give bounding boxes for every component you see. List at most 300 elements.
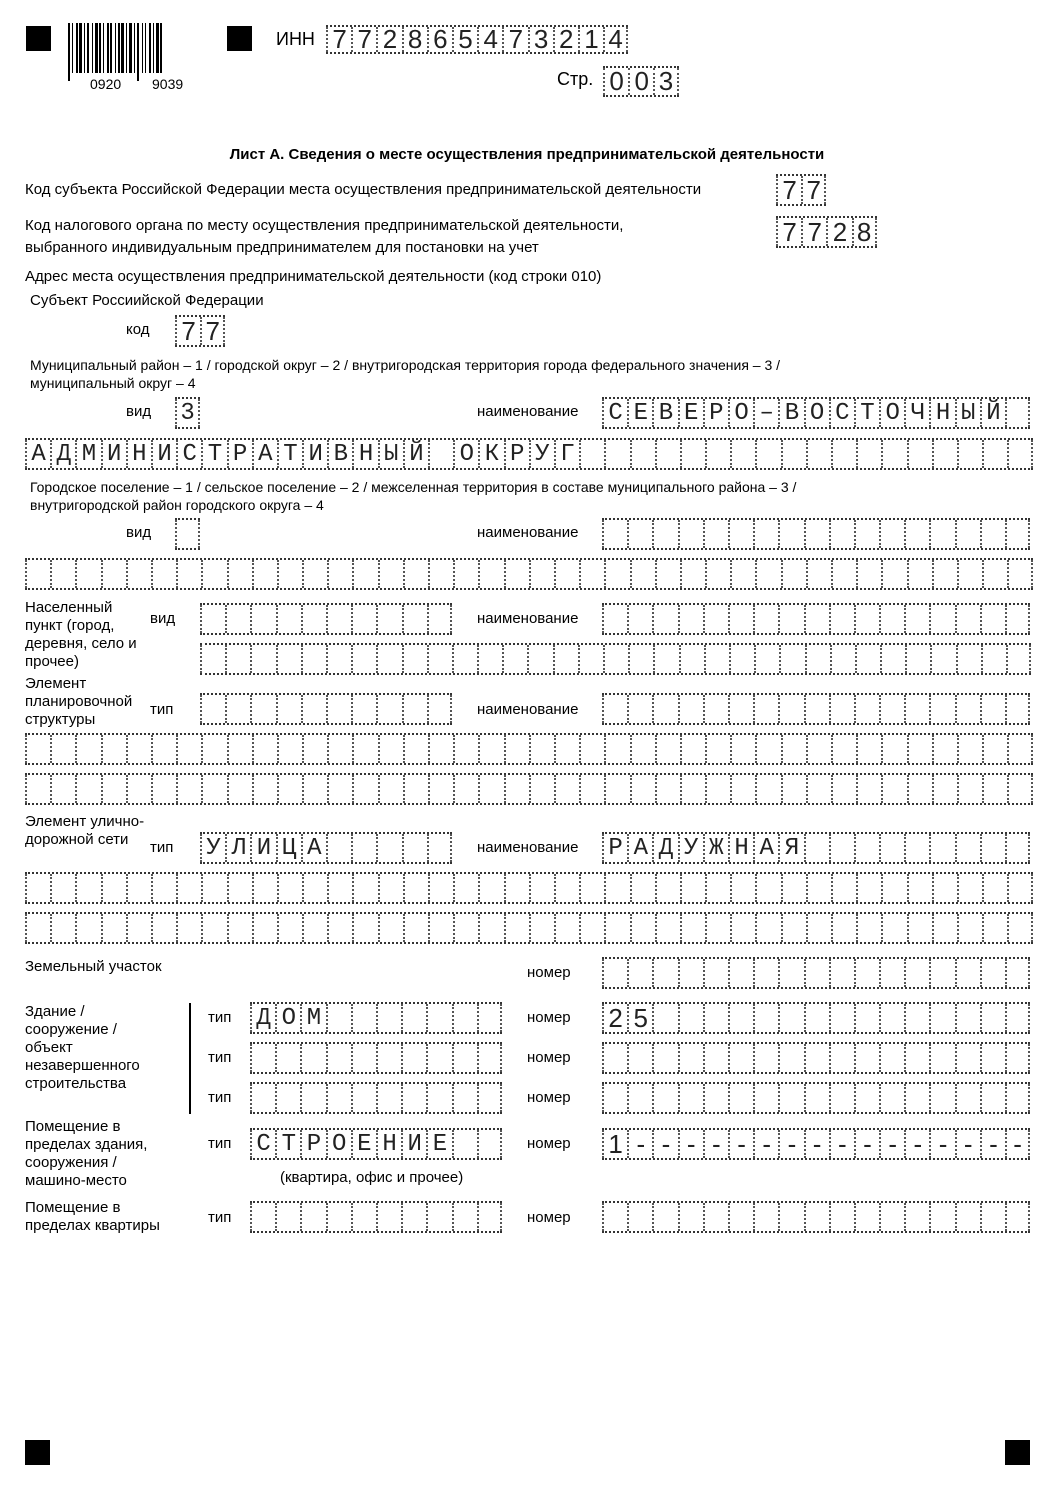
char-cell: 8: [852, 218, 877, 246]
street-name-field-line3[interactable]: [25, 912, 1033, 944]
char-cell: [904, 695, 929, 723]
char-cell: [781, 735, 806, 763]
barcode-bar: [68, 23, 70, 81]
street-name-label: наименование: [477, 839, 579, 856]
char-cell: -: [904, 1130, 929, 1158]
char-cell: [252, 874, 277, 902]
settlement-name-field-line2[interactable]: [25, 558, 1033, 590]
char-cell: [326, 1044, 351, 1072]
char-cell: [453, 775, 478, 803]
char-cell: [1005, 399, 1030, 427]
char-cell: [831, 560, 856, 588]
char-cell: [277, 914, 302, 942]
subject-code-label: Код субъекта Российской Федерации места осуществления предпринимательской деятельности: [25, 181, 702, 198]
char-cell: [630, 560, 655, 588]
street-type-field[interactable]: [200, 832, 452, 864]
char-cell: [982, 914, 1007, 942]
apartment-room-type-label: тип: [208, 1209, 232, 1226]
char-cell: [755, 735, 780, 763]
char-cell: [201, 735, 226, 763]
char-cell: [402, 645, 427, 673]
tax-authority-code-field[interactable]: [776, 216, 877, 248]
char-cell: [955, 605, 980, 633]
locality-name-field-line2[interactable]: [200, 643, 1031, 675]
char-cell: [300, 1203, 325, 1231]
char-cell: [929, 1044, 954, 1072]
char-cell: [225, 695, 250, 723]
char-cell: [351, 1004, 376, 1032]
char-cell: 7: [776, 176, 801, 204]
char-cell: [227, 775, 252, 803]
char-cell: [980, 959, 1005, 987]
char-cell: [302, 560, 327, 588]
building-type-label-2: тип: [208, 1049, 232, 1066]
char-cell: [579, 775, 604, 803]
char-cell: [680, 735, 705, 763]
char-cell: [856, 874, 881, 902]
char-cell: [829, 605, 854, 633]
char-cell: [680, 440, 705, 468]
char-cell: [603, 645, 628, 673]
char-cell: [75, 775, 100, 803]
char-cell: [250, 695, 275, 723]
char-cell: [478, 735, 503, 763]
char-cell: Д: [50, 440, 75, 468]
inn-label: ИНН: [276, 29, 315, 49]
char-cell: [955, 1004, 980, 1032]
char-cell: [579, 560, 604, 588]
char-cell: [879, 959, 904, 987]
char-cell: [428, 440, 453, 468]
char-cell: [378, 735, 403, 763]
char-cell: [678, 1203, 703, 1231]
char-cell: [781, 874, 806, 902]
char-cell: [755, 560, 780, 588]
char-cell: [630, 914, 655, 942]
char-cell: [982, 735, 1007, 763]
char-cell: [778, 695, 803, 723]
land-plot-number-label: номер: [527, 964, 571, 981]
char-cell: [176, 914, 201, 942]
barcode-bar: [118, 23, 120, 73]
char-cell: 3: [528, 27, 553, 52]
char-cell: [403, 874, 428, 902]
char-cell: [378, 914, 403, 942]
char-cell: О: [453, 440, 478, 468]
premises-type-field[interactable]: [250, 1128, 502, 1160]
char-cell: Р: [300, 1130, 325, 1158]
char-cell: [831, 914, 856, 942]
char-cell: [401, 1084, 426, 1112]
char-cell: [753, 1004, 778, 1032]
char-cell: 7: [200, 317, 225, 345]
char-cell: [728, 1044, 753, 1072]
building-type-field-1[interactable]: [250, 1002, 502, 1034]
tax-authority-label-line2: выбранного индивидуальным предпринимателем для постановки на учет: [25, 239, 539, 256]
char-cell: [755, 440, 780, 468]
street-label: Элемент улично-дорожной сети: [25, 813, 145, 848]
char-cell: [351, 834, 376, 862]
char-cell: [831, 735, 856, 763]
char-cell: [753, 1084, 778, 1112]
land-plot-number-field[interactable]: [602, 957, 1030, 989]
char-cell: [604, 560, 629, 588]
char-cell: [277, 560, 302, 588]
char-cell: Р: [602, 834, 627, 862]
street-name-field-line1[interactable]: [602, 832, 1030, 864]
char-cell: [929, 834, 954, 862]
char-cell: [426, 1084, 451, 1112]
char-cell: [578, 645, 603, 673]
char-cell: [151, 914, 176, 942]
char-cell: [351, 1044, 376, 1072]
char-cell: [980, 695, 1005, 723]
barcode-bar: [142, 23, 143, 73]
char-cell: [1005, 1084, 1030, 1112]
building-number-field-3[interactable]: [602, 1082, 1030, 1114]
char-cell: 7: [801, 176, 826, 204]
char-cell: [830, 645, 855, 673]
char-cell: [652, 959, 677, 987]
char-cell: [426, 1044, 451, 1072]
locality-kind-label: вид: [150, 610, 176, 627]
char-cell: [452, 1004, 477, 1032]
char-cell: [351, 645, 376, 673]
char-cell: [452, 1203, 477, 1231]
char-cell: [652, 1203, 677, 1231]
char-cell: [554, 914, 579, 942]
char-cell: 2: [376, 27, 401, 52]
char-cell: [679, 645, 704, 673]
char-cell: [728, 1203, 753, 1231]
char-cell: [529, 735, 554, 763]
char-cell: [929, 1203, 954, 1231]
char-cell: А: [252, 440, 277, 468]
barcode-bar: [145, 23, 146, 73]
barcode-bar: [107, 23, 109, 73]
municipal-name-field-line1[interactable]: [602, 397, 1030, 429]
street-name-field-line2[interactable]: [25, 872, 1033, 904]
subject-code-sublabel: код: [126, 321, 150, 338]
char-cell: [879, 520, 904, 548]
settlement-name-field-line1[interactable]: [602, 518, 1030, 550]
address-heading: Адрес места осуществления предпринимательской деятельности (код строки 010): [25, 268, 602, 285]
char-cell: [277, 775, 302, 803]
char-cell: [554, 735, 579, 763]
char-cell: [250, 1044, 275, 1072]
tax-authority-label-line1: Код налогового органа по месту осуществления предпринимательской деятельности,: [25, 217, 624, 234]
char-cell: [627, 1203, 652, 1231]
char-cell: [678, 605, 703, 633]
char-cell: [50, 874, 75, 902]
char-cell: [126, 775, 151, 803]
municipal-name-field-line2[interactable]: [25, 438, 1033, 470]
char-cell: [804, 834, 829, 862]
planning-name-field-line3[interactable]: [25, 773, 1033, 805]
corner-marker-top-left: [26, 26, 51, 51]
apartment-room-number-field[interactable]: [602, 1201, 1030, 1233]
char-cell: [655, 735, 680, 763]
char-cell: [705, 440, 730, 468]
char-cell: [527, 645, 552, 673]
char-cell: [151, 735, 176, 763]
char-cell: [1005, 1044, 1030, 1072]
char-cell: [352, 914, 377, 942]
char-cell: [655, 874, 680, 902]
char-cell: [378, 560, 403, 588]
char-cell: [929, 695, 954, 723]
char-cell: [806, 440, 831, 468]
char-cell: [753, 695, 778, 723]
char-cell: Н: [929, 399, 954, 427]
char-cell: [856, 440, 881, 468]
barcode-bar: [149, 23, 151, 73]
char-cell: [376, 1203, 401, 1231]
subject-rf-code-field[interactable]: [175, 315, 225, 347]
char-cell: [680, 775, 705, 803]
char-cell: [705, 735, 730, 763]
char-cell: [126, 560, 151, 588]
barcode-bar: [156, 23, 159, 73]
char-cell: [627, 1044, 652, 1072]
char-cell: [453, 560, 478, 588]
char-cell: [904, 1044, 929, 1072]
char-cell: [980, 1084, 1005, 1112]
char-cell: [932, 874, 957, 902]
char-cell: -: [804, 1130, 829, 1158]
char-cell: [579, 735, 604, 763]
char-cell: [428, 914, 453, 942]
barcode-number-left: 0920: [90, 76, 122, 92]
char-cell: [327, 560, 352, 588]
char-cell: [932, 560, 957, 588]
subject-code-field[interactable]: [776, 174, 826, 206]
char-cell: [703, 1044, 728, 1072]
char-cell: [929, 520, 954, 548]
char-cell: С: [250, 1130, 275, 1158]
char-cell: [778, 1203, 803, 1231]
char-cell: [678, 1044, 703, 1072]
char-cell: [453, 914, 478, 942]
barcode-bar: [84, 23, 85, 73]
char-cell: -: [854, 1130, 879, 1158]
building-label: Здание / сооружение / объект незавершенного строительства: [25, 1003, 140, 1092]
barcode-bar: [153, 23, 154, 73]
char-cell: Ы: [955, 399, 980, 427]
char-cell: [327, 775, 352, 803]
char-cell: [1007, 560, 1032, 588]
char-cell: -: [879, 1130, 904, 1158]
char-cell: [554, 775, 579, 803]
char-cell: [1005, 605, 1030, 633]
locality-name-field-line1[interactable]: [602, 603, 1030, 635]
char-cell: [703, 695, 728, 723]
char-cell: [504, 874, 529, 902]
land-plot-label: Земельный участок: [25, 958, 162, 975]
char-cell: [478, 914, 503, 942]
char-cell: 7: [175, 317, 200, 345]
char-cell: И: [302, 440, 327, 468]
char-cell: [477, 1084, 502, 1112]
char-cell: [403, 914, 428, 942]
char-cell: -: [980, 1130, 1005, 1158]
page-number-field[interactable]: [603, 66, 679, 97]
char-cell: –: [753, 399, 778, 427]
inn-field[interactable]: [326, 25, 628, 54]
char-cell: [703, 959, 728, 987]
corner-marker-top-mid: [227, 26, 252, 51]
char-cell: [829, 1203, 854, 1231]
char-cell: В: [778, 399, 803, 427]
char-cell: К: [478, 440, 503, 468]
char-cell: [302, 874, 327, 902]
char-cell: 3: [653, 68, 678, 95]
locality-name-label: наименование: [477, 610, 579, 627]
char-cell: [982, 874, 1007, 902]
char-cell: [276, 645, 301, 673]
char-cell: [602, 959, 627, 987]
char-cell: [402, 834, 427, 862]
char-cell: [427, 645, 452, 673]
premises-number-field[interactable]: [602, 1128, 1030, 1160]
char-cell: [804, 520, 829, 548]
char-cell: [728, 695, 753, 723]
planning-name-field-line1[interactable]: [602, 693, 1030, 725]
settlement-kind-label: вид: [126, 524, 152, 541]
char-cell: [980, 520, 1005, 548]
settlement-kind-field[interactable]: [175, 518, 200, 550]
char-cell: [50, 735, 75, 763]
barcode-bar: [76, 23, 78, 73]
char-cell: [929, 1004, 954, 1032]
char-cell: [955, 1084, 980, 1112]
char-cell: [680, 914, 705, 942]
char-cell: Д: [652, 834, 677, 862]
char-cell: [101, 914, 126, 942]
char-cell: [907, 775, 932, 803]
char-cell: Я: [778, 834, 803, 862]
char-cell: [880, 645, 905, 673]
char-cell: [881, 914, 906, 942]
char-cell: 2: [602, 1004, 627, 1032]
char-cell: [929, 959, 954, 987]
char-cell: [504, 560, 529, 588]
char-cell: [402, 605, 427, 633]
char-cell: [50, 560, 75, 588]
char-cell: М: [75, 440, 100, 468]
char-cell: [579, 440, 604, 468]
building-number-field-1[interactable]: [602, 1002, 1030, 1034]
char-cell: [957, 560, 982, 588]
municipal-kind-field[interactable]: [175, 397, 200, 429]
char-cell: [705, 560, 730, 588]
char-cell: И: [101, 440, 126, 468]
planning-type-label: тип: [150, 701, 174, 718]
char-cell: [982, 440, 1007, 468]
char-cell: [854, 1004, 879, 1032]
char-cell: 1: [602, 1130, 627, 1158]
char-cell: [652, 695, 677, 723]
char-cell: О: [728, 399, 753, 427]
char-cell: 6: [427, 27, 452, 52]
barcode-bar: [87, 23, 89, 73]
char-cell: [655, 440, 680, 468]
char-cell: [854, 1203, 879, 1231]
char-cell: [854, 520, 879, 548]
char-cell: [250, 1084, 275, 1112]
char-cell: [602, 695, 627, 723]
char-cell: [805, 645, 830, 673]
char-cell: [301, 645, 326, 673]
char-cell: [602, 1084, 627, 1112]
char-cell: [806, 914, 831, 942]
char-cell: [300, 1044, 325, 1072]
char-cell: [504, 914, 529, 942]
char-cell: [75, 735, 100, 763]
char-cell: [982, 560, 1007, 588]
char-cell: [302, 735, 327, 763]
char-cell: Ы: [378, 440, 403, 468]
apartment-room-type-field[interactable]: [250, 1201, 502, 1233]
char-cell: [957, 440, 982, 468]
settlement-heading-line2: внутригородской район городского округа – 4: [30, 497, 324, 513]
planning-name-field-line2[interactable]: [25, 733, 1033, 765]
char-cell: -: [1005, 1130, 1030, 1158]
char-cell: [1005, 834, 1030, 862]
char-cell: [604, 874, 629, 902]
char-cell: [703, 605, 728, 633]
char-cell: [957, 775, 982, 803]
char-cell: [932, 775, 957, 803]
char-cell: [627, 959, 652, 987]
char-cell: [753, 1044, 778, 1072]
barcode-bar: [129, 23, 132, 73]
char-cell: [627, 605, 652, 633]
char-cell: О: [326, 1130, 351, 1158]
char-cell: [829, 520, 854, 548]
char-cell: 4: [477, 27, 502, 52]
building-number-field-2[interactable]: [602, 1042, 1030, 1074]
char-cell: [401, 1044, 426, 1072]
locality-kind-field[interactable]: [200, 603, 452, 635]
settlement-name-label: наименование: [477, 524, 579, 541]
building-type-field-3[interactable]: [250, 1082, 502, 1114]
char-cell: Н: [728, 834, 753, 862]
char-cell: [881, 874, 906, 902]
char-cell: [728, 1004, 753, 1032]
char-cell: [1007, 874, 1032, 902]
char-cell: [401, 1203, 426, 1231]
char-cell: [804, 1084, 829, 1112]
char-cell: [630, 775, 655, 803]
char-cell: [907, 560, 932, 588]
char-cell: [856, 775, 881, 803]
char-cell: [1005, 695, 1030, 723]
char-cell: О: [879, 399, 904, 427]
char-cell: [879, 1004, 904, 1032]
char-cell: [957, 914, 982, 942]
building-type-label-3: тип: [208, 1089, 232, 1106]
char-cell: [604, 914, 629, 942]
char-cell: [225, 605, 250, 633]
char-cell: [1005, 1004, 1030, 1032]
char-cell: [957, 735, 982, 763]
building-type-field-2[interactable]: [250, 1042, 502, 1074]
char-cell: [201, 874, 226, 902]
planning-type-field[interactable]: [200, 693, 452, 725]
char-cell: [376, 1004, 401, 1032]
char-cell: [151, 775, 176, 803]
